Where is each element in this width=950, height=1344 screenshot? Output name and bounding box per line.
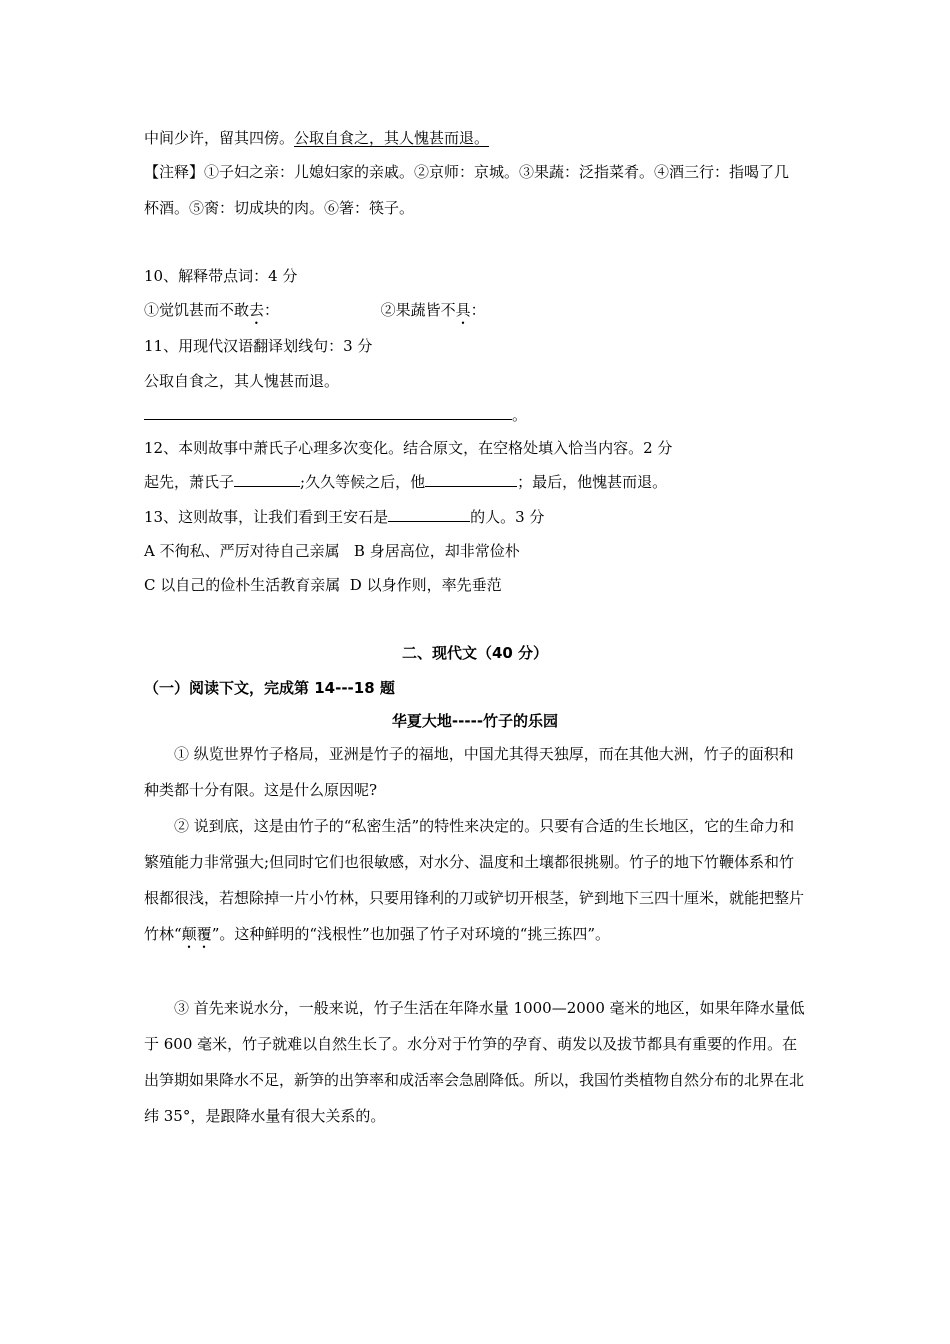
annotation-line-1: 【注释】①子妇之亲：儿媳妇家的亲戚。②京师：京城。③果蔬：泛指菜肴。④酒三行：指喝了几 [144,163,790,181]
section-subheading: （一）阅读下文，完成第 14---18 题 [144,679,395,697]
classical-text-line [144,128,489,148]
annotation-line-2: 杯酒。⑤脔：切成块的肉。⑥箸：筷子。 [144,199,415,217]
question-13-options-row-2 [144,575,502,595]
essay-paragraph-2: ② 说到底，这是由竹子的“私密生活”的特性来决定的。只要有合适的生长地区，它的生命力和繁殖能力非常强大;但同时它们也很敏感，对水分、温度和土壤都很挑剔。竹子的地下竹鞭体系和竹根都很浅，若想除掉一片小竹林，只要用锋利的刀或铲切开根茎，铲到地下三四十厘米，就能把整片竹林“颠覆”。这种鲜明的“浅根性”也加强了竹子对环境的“挑三拣四”。 [144,817,805,943]
question-11-answer-line: 。 [144,405,527,425]
option-c: C 以自己的俭朴生活教育亲属 [144,576,341,594]
question-10-title: 10、解释带点词：4 分 [144,267,298,285]
answer-blank[interactable] [425,472,517,487]
question-11-sentence: 公取自食之，其人愧甚而退。 [144,372,340,390]
section-heading: 二、现代文（40 分） [401,644,549,662]
question-10-items [144,300,486,328]
question-11-title: 11、用现代汉语翻译划线句：3 分 [144,337,373,355]
question-12-blanks: 起先，萧氏子 ;久久等候之后，他 ；最后，他愧甚而退。 [144,473,668,491]
essay-paragraph-3: ③ 首先来说水分，一般来说，竹子生活在年降水量 1000—2000 毫米的地区，如果年降水量低于 600 毫米，竹子就难以自然生长了。水分对于竹笋的孕育、萌发以及拔节都具有重要的作用。在出笋期如果降水不足，新笋的出笋率和成活率会急剧降低。所以，我国竹类植物自然分布的北界在北纬 35°，是跟降水量有很大关系的。 [144,999,805,1125]
underlined-sentence: 公取自食之，其人愧甚而退。 [294,129,490,147]
question-12-title: 12、本则故事中萧氏子心理多次变化。结合原文，在空格处填入恰当内容。2 分 [144,439,673,457]
essay-paragraph-1: ① 纵览世界竹子格局，亚洲是竹子的福地，中国尤其得天独厚，而在其他大洲，竹子的面积和种类都十分有限。这是什么原因呢? [144,745,794,799]
answer-blank[interactable] [234,472,300,487]
q10-item-b: ②果蔬皆不具： [380,301,486,319]
q10-item-a: ①觉饥甚而不敢去： [144,301,280,319]
option-a: A 不徇私、严厉对待自己亲属 [144,542,340,560]
answer-blank[interactable] [388,507,470,522]
answer-blank[interactable] [144,405,512,420]
option-b: B 身居高位，却非常俭朴 [353,542,520,560]
question-13-title: 13、这则故事，让我们看到王安石是 的人。3 分 [144,508,545,526]
option-d: D 以身作则，率先垂范 [349,576,502,594]
classical-text-plain: 中间少许，留其四傍。 [144,129,295,147]
question-13-options-row-1 [144,541,520,561]
essay-title: 华夏大地-----竹子的乐园 [391,712,559,730]
